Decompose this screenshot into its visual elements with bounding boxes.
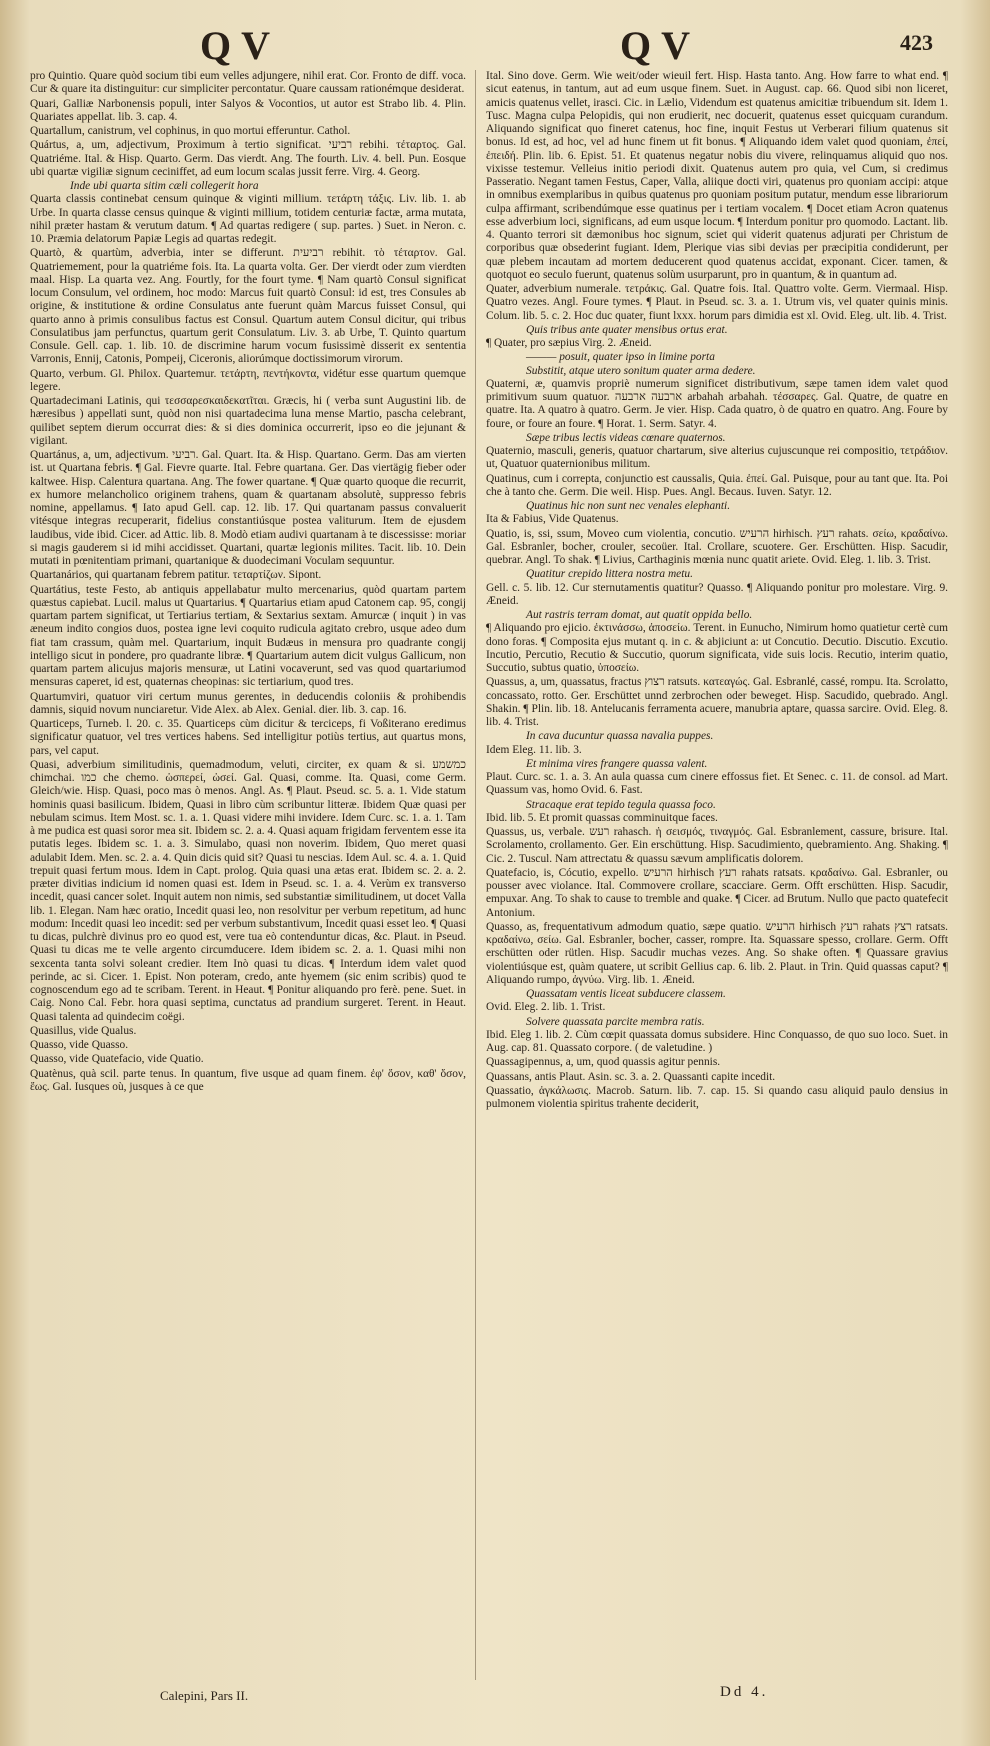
verse-quote: Quatinus hic non sunt nec venales elephanti. [526, 500, 731, 512]
page-number: 423 [900, 30, 933, 55]
dictionary-entry: Quartallum, canistrum, vel cophinus, in quo mortui efferuntur. Cathol. [30, 125, 351, 137]
dictionary-entry: Quari, Galliæ Narbonensis populi, inter Salyos & Vocontios, ut autor est Strabo lib. 4. Plin. Quariates appellat. lib. 3. cap. 4. [30, 97, 466, 123]
verse-quote: Quis tribus ante quater mensibus ortus erat. [526, 323, 728, 336]
dictionary-entry: Gell. c. 5. lib. 12. Cur sternutamentis quatitur? Quasso. ¶ Aliquando ponitur pro molestare. Virg. 9. Æneid. [486, 581, 948, 607]
dictionary-entry: Quarticeps, Turneb. l. 20. c. 35. Quarticeps cùm dicitur & terciceps, fi Voßiterano eredimus significatur quatuor, vel tres vertices habens. Sed intelligitur potiùs tertius, aut quartus mons, pars, vel caput. [30, 718, 466, 757]
dictionary-entry: Quarta classis continebat censum quinque & viginti millium. τετάρτη τάξις. Liv. lib. 1. ab Urbe. In quarta classe census quinque & viginti millium, totidem centuriæ factæ, arma mutata, nihil præter hastam & verutum datum. ¶ Ad quartas redigere ( sup. partes. ) Suet. in Neron. c. 10. Præmia delatorum Papiæ Legis ad quartas redegit. [30, 193, 466, 245]
dictionary-entry: Ibid. Eleg 1. lib. 2. Cùm cœpit quassata domus subsidere. Hinc Conquasso, de quo suo loco. Suet. in Aug. cap. 81. Quassato corpore. ( de valetudine. ) [486, 1028, 948, 1054]
dictionary-entry: Ibid. lib. 5. Et promit quassas comminuitque faces. [486, 811, 718, 824]
dictionary-entry: Quaterni, æ, quamvis propriè numerum significet distributivum, sæpe tamen idem valet quod primitivum suum quatuor. ארבעה ארבעה arbahah arbahah. τέσσαρες. Gal. Quatre, de quatre en quatre. Ita. A quatro à quatro. Germ. Je vier. Hisp. Cada quatro, ò de quatro en quatro. Ang. Foure by foure, or foure an foure. ¶ Horat. 1. Serm. Satyr. 4. [486, 377, 948, 430]
dictionary-entry: Quartánus, a, um, adjectivum. רביעי. Gal. Quart. Ita. & Hisp. Quartano. Germ. Das am vierten ist. ut Quartana febris. ¶ Gal. Fievre quarte. Ital. Febre quartana. Ger. Das viertägig fieber oder kaltwee. Hisp. Calentura quartana. Ang. The fower quartane. ¶ Quæ quarto quoque die recurrit, ex humore melancholico originem trahens, quam & quartanam absolutè, suppresso febris nomine, appellamus. ¶ Iato apud Gell. cap. 12. lib. 17. Qui quartanam passus convaluerit vitésque integras recuperarit, fidelius constantiúsque postea valiturum. Item de ejusdem laudibus, vide ibid. Cicer. ad Attic. lib. 8. Modò etiam audivi quartanam à te discessisse: moriar si magis gauderem si id mihi accidisset. Quartani, quartæ legionis milites. Tacit. lib. 10. Dein mutati in pœnitentiam primani, quartanique & duodecimani Voculam sequuntur. [30, 449, 466, 567]
running-head-right: QV [620, 23, 700, 68]
dictionary-entry: Quartumviri, quatuor viri certum munus gerentes, in deducendis coloniis & prohibendis damnis, siquid novum nunciaretur. Vide Alex. ab Alex. Genial. dier. lib. 3. cap. 16. [30, 690, 466, 716]
verse-quote: Solvere quassata parcite membra ratis. [526, 1015, 705, 1028]
dictionary-entry: Quatènus, quà scil. parte tenus. In quantum, five usque ad quam finem. ἐφ' ὅσον, καθ' ὅσον, ἕως. Gal. Iusques où, jusques à ce que [30, 1067, 466, 1093]
dictionary-entry: Quasillus, vide Qualus. [30, 1024, 137, 1037]
dictionary-entry: Quassus, us, verbale. רעש rahasch. ἡ σεισμός, τιναγμός. Gal. Esbranlement, cassure, brisure. Ital. Scrolamento, crollamento. Ger. Ein erschüttung. Hisp. Sacudimiento, quebramiento. Ang. Shaking. ¶ Cic. 2. Tuscul. Nam attrectatu & quassu sævum amplificatis dolorem. [486, 826, 948, 865]
dictionary-entry: Ovid. Eleg. 2. lib. 1. Trist. [486, 1001, 606, 1014]
dictionary-entry: Quartanários, qui quartanam febrem patitur. τεταρτίζων. Sipont. [30, 569, 322, 582]
dictionary-entry: Quater, adverbium numerale. τετράκις. Gal. Quatre fois. Ital. Quattro volte. Germ. Viermaal. Hisp. Quatro vezes. Angl. Foure tymes. ¶ Plaut. in Pseud. sc. 3. a. 1. Utrum vis, vel quater quinis minis. Colum. lib. 5. c. 2. Hoc duc quater, fiunt lxxx. horum pars dimidia est xl. Ovid. Eleg. ult. lib. 4. Trist. [486, 283, 948, 322]
verse-quote: Aut rastris terram domat, aut quatit oppida bello. [526, 609, 753, 621]
verse-quote: Substitit, atque utero sonitum quater arma dedere. [526, 364, 756, 377]
dictionary-entry: Quasso, vide Quatefacio, vide Quatio. [30, 1053, 204, 1066]
dictionary-entry: ¶ Quater, pro sæpius Virg. 2. Æneid. [486, 337, 652, 349]
right-column [486, 70, 948, 1680]
verse-quote: Et minima vires frangere quassa valent. [526, 757, 708, 770]
dictionary-entry: pro Quintio. Quare quòd socium tibi eum velles adjungere, nihil erat. Cor. Fronto de diff. voca. Cur & quare ita distinguitur: cur simpliciter percontatur. Quare caussam rationémque desiderat. [30, 70, 466, 96]
dictionary-entry: Quassans, antis Plaut. Asin. sc. 3. a. 2. Quassanti capite incedit. [486, 1070, 776, 1083]
left-column [30, 70, 466, 1680]
dictionary-entry: Quassatio, ἀγκάλωσις. Macrob. Saturn. lib. 7. cap. 15. Si quando casu aliquid paulo densius in pulmonem violentia spiritus trahente deciderit, [486, 1084, 948, 1110]
dictionary-entry: Quasso, as, frequentativum admodum quatio, sæpe quatio. הרעיש hirhisch רעץ rahats רצץ ratsats. κραδαίνω, σείω. Gal. Esbranler, bocher, casser, rompre. Ita. Squassare spesso, crollare. Germ. Offt erschütten oder rütlen. Hisp. Sacudir muchas vezes. Ang. So shake often. ¶ Quassare gravius violentiúsque est, quàm quatere, ut scribit Gellius cap. 6. lib. 2. Plaut. in Trin. Quid quassas caput? ¶ Aliquando rumpo, ἀγνύω. Virg. lib. 1. Æneid. [486, 920, 948, 986]
dictionary-entry: Quártus, a, um, adjectivum, Proximum à tertio significat. רביעי rebihi. τέταρτος. Gal. Quatriéme. Ital. & Hisp. Quarto. Germ. Das vierdt. Ang. The fourth. Liv. 4. bell. Pun. Eosque ubi quartæ vigiliæ signum ceciniffet, ad eum locum scalas jussit ferre. Virg. 4. Georg. [30, 139, 466, 178]
verse-quote: Inde ubi quarta sitim cæli collegerit hora [70, 180, 259, 192]
running-head-left: QV [200, 23, 280, 68]
verse-quote: In cava ducuntur quassa navalia puppes. [526, 730, 714, 743]
dictionary-entry: Quassagipennus, a, um, quod quassis agitur pennis. [486, 1056, 721, 1069]
dictionary-entry: Quartadecimani Latinis, qui τεσσαρεσκαιδεκατῖται. Græcis, hi ( verba sunt Augustini lib. de hæresibus ) appellati sunt, quòd non nisi quartadecima luna mense Martio, pascha celebrant, quilibet septem dierum occurrat dies: & si dies dominica occurrerit, ipso eo die jejunant & vigilant. [30, 395, 466, 447]
dictionary-entry: Quartò, & quartùm, adverbia, inter se differunt. רביעית rebihit. τὸ τέταρτον. Gal. Quatriemement, pour la quatriéme fois. Ita. La quarta volta. Ger. Der vierdt oder zum vierdten maal. Hisp. La quarta vez. Ang. Fourtly, for the fourt tyme. ¶ Nam quartò Consul significat locum Consulum, vel ordinem, hoc modo: Marcus fuit quartò Consul: id est, tres Consules ab origine, & institutione & ordine Consulatus ante fuerunt quàm Marcus fuisset Consul, qui quarto anno à primis consulibus factus est Consul. Quartum autem Consul dicitur, qui tribus Consulatibus jam perfunctus, quartum gerit Consulatum. Liv. 3. ab Urbe, T. Quinto quartum Consule. Gell. cap. 1. lib. 10. de discrimine harum vocum fusissimè disserit ex sententia Varronis, Ennij, Catonis, Pompeij, Ciceronis, aliorúmque doctissimorum virorum. [30, 247, 466, 366]
page-footer [0, 1684, 990, 1718]
dictionary-entry: Quatio, is, ssi, ssum, Moveo cum violentia, concutio. הרעיש hirhisch. רעץ rahats. σείω, κραδαίνω. Gal. Esbranler, bocher, crouler, secoüer. Ital. Crollare, scuotere. Ger. Erschütten. Hisp. Sacudir, quebrar. Angl. To shak. ¶ Livius, Carthaginis mœnia nunc quatit ariete. Ovid. Eleg. 1. lib. 3. Trist. [486, 527, 948, 566]
dictionary-entry: Quarto, verbum. Gl. Philox. Quartemur. τετάρτη, πεντήκοντα, vidétur esse quartum quemque legere. [30, 367, 466, 393]
dictionary-entry: Idem Eleg. 11. lib. 3. [486, 743, 582, 756]
dictionary-entry: Quaternio, masculi, generis, quatuor chartarum, sive alterius cujuscunque rei compositio, τετράδιον. ut, Quatuor quaternionibus militum. [486, 445, 948, 471]
verse-quote: Quatitur crepido littera nostra metu. [526, 568, 693, 581]
dictionary-entry: Quasi, adverbium similitudinis, quemadmodum, veluti, circiter, ex quam & si. כמשמע chimchai. כמו che chemo. ὡσπερεί, ὡσεί. Gal. Quasi, comme. Ita. Quasi, come Germ. Gleich/wie. Hisp. Quasi, poco mas ò menos. Angl. As. ¶ Plaut. Pseud. sc. 5. a. 1. Vide statum hominis quasi basilicum. Ibidem, Quasi in libro cùm scribuntur litteræ. Ibidem Quæ quasi per nebulam scimus. Item Most. sc. 1. a. 1. Quasi videre mihi invidere. Idem Curc. sc. 1. a. 1. Tam à me pudica est quasi soror mea sit. Ibidem sc. 2. a. 4. Quasi aquam frigidam ferventem esse ita putatis leges. Ibidem sc. 1. a. 3. Simulabo, quasi non noverim. Ibidem, Quo meret quasi adulabit Idem. Men. sc. 2. a. 4. Quin dicis quid sit? Quasi tu nescias. Idem Aul. sc. 4. a. 1. Quid trepuit quasi fertum mous. Idem in Capt. prolog. Quia quasi una ætas erat. Ibidem sc. 2. a. 2. præter divitias indicium id nomen quasi est. Idem in Pseud. sc. 1. a. 4. Verùm ex transverso incedit, quasi cancer solet. Inquit autem non nimis, sed substantiæ similitudinem, ut docet Valla lib. 1. Elegan. Nam hæc oratio, Incedit quasi leo, non resolvitur per verbum repetitum, ad hunc modum: Incedit quasi leo incedit: sed per verbum substantivum, Incedit quasi esset leo. ¶ Quasi tu dicas, pulchrè divinus pro eo quod est, vere tua eò contenduntur dicas, &c. Plaut. in Pseud. Quasi tu dicas me te velle argento circumducere. Idem ibidem sc. 2. a. 1. Quasi mihi non sexcenta tanta solvi soleant credier. Item Inò quasi tu dicas. ¶ Interdum idem valet quod perinde, ac si. Cicer. 1. Epist. Non poteram, credo, ante hyemem (sic enim scribis) quod te cognoscendum ego ad te scribam. Terent. in Heaut. ¶ Ponitur aliquando pro ferè. pene. Suet. in Caig. Nono Cal. Febr. hora quasi septima, cunctatus ad prandium surgeret. Terent. in Heaut. Quasi talenta ad quindecim coëgi. [30, 758, 466, 1023]
dictionary-entry: Quasso, vide Quasso. [30, 1039, 129, 1051]
dictionary-entry: Ita & Fabius, Vide Quatenus. [486, 513, 619, 526]
dictionary-entry: ¶ Aliquando pro ejicio. ἐκτινάσσω, ἀποσείω. Terent. in Eunucho, Nimirum homo quatietur certè cum dono foras. ¶ Composita ejus mutant q. in c. & abjiciunt a: ut Concutio. Decutio. Discutio. Excutio. Incutio, Percutio, Recutio & Succutio, quorum significata, vide suis locis. Recutio, interim quatio, Succutio, subtus quatio, ὑποσείω. [486, 622, 948, 674]
dictionary-entry: Quatinus, cum i correpta, conjunctio est caussalis, Quia. ἐπεί. Gal. Puisque, pour au tant que. Ita. Poi che à tanto che. Germ. Die weil. Hisp. Pues. Angl. Becaus. Iuven. Satyr. 12. [486, 472, 948, 498]
dictionary-entry: Quartátius, teste Festo, ab antiquis appellabatur multo mercenarius, quòd quartam partem quæstus capiebat. Lucil. malus ut Quartarius. ¶ Quartarius etiam apud Catonem cap. 95, congij quartam partem significat, ut Tertiarius tertiam, & Sextarius sextam. Amurcæ ( inquit ) in vas æneum indito congios duos, postea igne levi coquito rudicula agitato crebro, usque adeo dum fiat tam crassum, quàm mel. Quartarium, inquit Budæus in mensura pro quadrante congij intelligo sicut in pondere, pro quadrante libræ. ¶ Quartarium autem dicit vulgus Gallicum, non quartam partem alicujus majoris mensuræ, ut Latini vocaverunt, sed vas quod quartariumod mensuras caperet, id est, quaternas cheopinas: sic tertiarium, quod tres. [30, 583, 466, 689]
dictionary-entry: Quassus, a, um, quassatus, fractus רצוץ ratsuts. κατεαγώς. Gal. Esbranlé, cassé, rompu. Ita. Scrolatto, concassato, rotto. Ger. Erschüttet unnd zerbrochen oder beweget. Hisp. Sacudido, quebrado. Angl. Shakin. ¶ Plin. lib. 18. Antelucanis ferramenta acuere, manubria aptare, quassa sarcire. Ovid. Eleg. 8. lib. 4. Trist. [486, 676, 948, 728]
verse-quote: ——— posuit, quater ipso in limine porta [526, 351, 715, 364]
verse-quote: Sæpe tribus lectis videas cœnare quaternos. [526, 431, 726, 444]
page-header [0, 18, 990, 68]
column-divider [475, 70, 476, 1680]
footer-signature: Calepini, Pars II. [160, 1688, 249, 1703]
footer-gathering-mark: Dd 4. [720, 1684, 769, 1700]
dictionary-entry: Ital. Sino dove. Germ. Wie weit/oder wieuil fert. Hisp. Hasta tanto. Ang. How farre to what end. ¶ sicut eatenus, in tantum, aut ad eum usque finem. Suet. in August. cap. 66. Quod sibi non liceret, amicis quatenus vellet, irasci. Cic. in Lælio, Videndum est quatenus amicitiæ tribuendum sit. Idem 1. Tusc. Magna culpa Pelopidis, qui non erudierit, nec docuerit, quatenus esset quicquam curandum. Aliquando significat quo fineret catenus, hoc fine, inquit Festus ut Verberari filium quatenus sit bonus. Id est, ad hoc, vel ad hunc finem ut fit bonus. ¶ Aliquando idem valet quod quoniam, ἐπεί, ἐπειδή. Plin. lib. 6. Epist. 51. Et quatenus negatur nobis diu vivere, relinquamus aliquid quo nos. vixisse testemur. Velleius initio periodi dixit. Quatenus autem pro quia, vel Cum, si credimus Passeratio. Negant tamen Festus, Caper, Valla, aliique docti viri, quatenus pro quoniam accipi: atque in omnibus exemplaribus in quibus quatenus pro quoniam positum putatur, mendum esse librariorum culpa affirmant, scribendúmque esse quatinus per i tertiam vocalem. ¶ Docet etiam Acron quatenus esse adverbium loci, significans, ad eum usque locum. ¶ Interdum ponitur pro quomodo. Lactant. lib. 4. Quanto terrori sit dæmonibus hoc signum, sciet qui viderit quatenus adjurati per Christum de corporibus quæ obsederint fugiant. Idem, Plerique vias sibi devias per præcipitia condiderunt, per quæ plebem incautam ad mortem deducerent quod quatenus accidat, exponant. Cicer. tamen, & quotquot eo seculo fuerunt, quatenus solùm usurparunt, pro in quantum, & in quantum ad. [486, 70, 948, 281]
dictionary-entry: Quatefacio, is, Cócutio, expello. הרעיש hirhisch רעץ rahats ratsats. κραδαίνω. Gal. Esbranler, ou pousser avec violance. Ital. Commovere crollare, scacciare. Germ. Offt erschütten. Hisp. Sacudir, empuxar. Ang. To shak to cause to tremble and quake. ¶ Cicer. ad Brutum. Nullo que pacto quatefecit Antonium. [486, 866, 948, 919]
dictionary-entry: Plaut. Curc. sc. 1. a. 3. An aula quassa cum cinere effossus fiet. Et Senec. c. 11. de consol. ad Mart. Quassum vas, homo Ovid. 6. Fast. [486, 771, 948, 797]
verse-quote: Quassatam ventis liceat subducere classem. [526, 988, 726, 1000]
verse-quote: Stracaque erat tepido tegula quassa foco. [526, 798, 716, 811]
